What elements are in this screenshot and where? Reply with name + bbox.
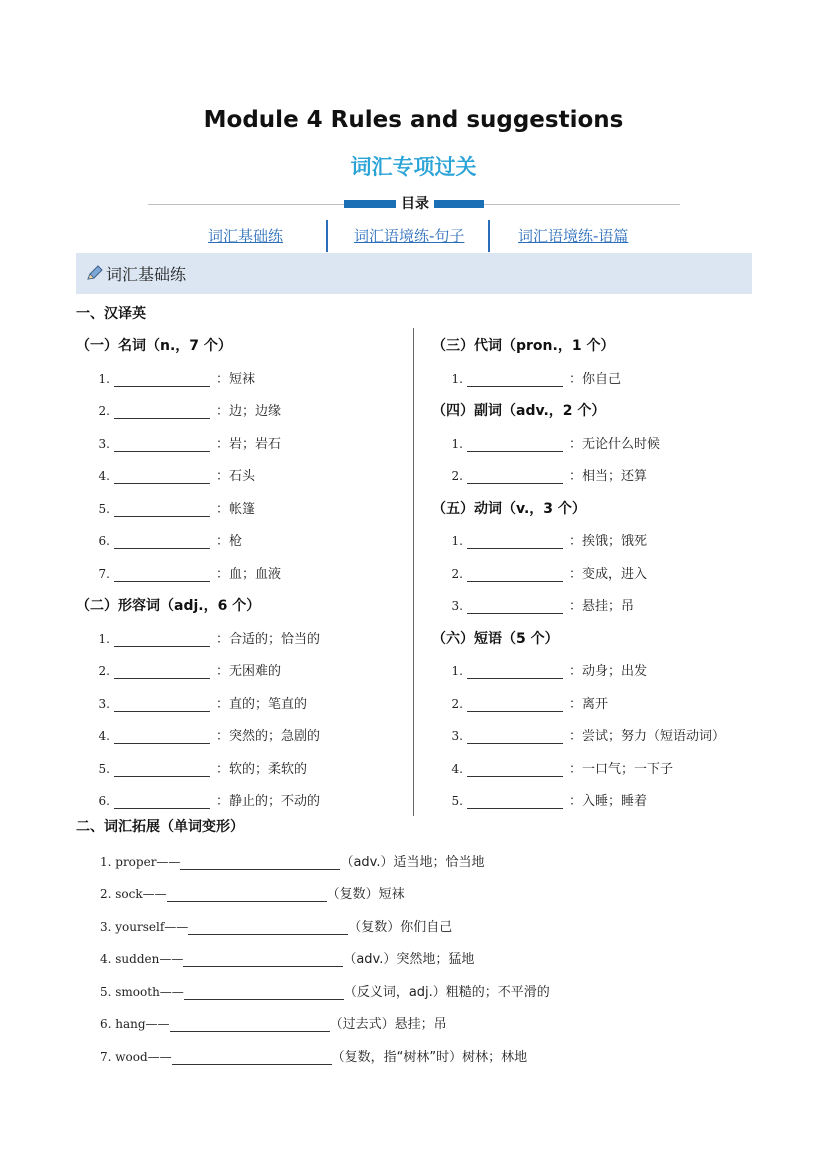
answer-blank[interactable]: [184, 986, 344, 1000]
list-item: [100, 948, 474, 967]
list-item: [96, 693, 307, 712]
item-number: 2.: [98, 664, 110, 678]
item-meaning: ：软的；柔软的: [216, 762, 308, 777]
item-meaning: ：变成，进入: [569, 567, 648, 582]
answer-blank[interactable]: [467, 373, 563, 387]
list-item: [96, 660, 281, 679]
answer-blank[interactable]: [114, 438, 210, 452]
item-number: 4.: [451, 762, 463, 776]
item-meaning: ：血；血液: [216, 567, 282, 582]
list-item: [100, 851, 484, 870]
group-heading-nouns: （一）名词（n.，7 个）: [76, 338, 232, 354]
item-meaning: ：直的；笔直的: [216, 697, 308, 712]
answer-blank[interactable]: [172, 1051, 332, 1065]
list-item: [96, 725, 320, 744]
answer-blank[interactable]: [114, 503, 210, 517]
item-prefix: 3. yourself——: [100, 920, 189, 934]
list-item: [449, 790, 647, 809]
column-divider: [413, 328, 414, 816]
answer-blank[interactable]: [467, 730, 563, 744]
item-prefix: 7. wood——: [100, 1050, 172, 1064]
answer-blank[interactable]: [467, 470, 563, 484]
answer-blank[interactable]: [114, 633, 210, 647]
item-number: 3.: [98, 697, 110, 711]
list-item: [100, 1013, 447, 1032]
part1-heading: 一、汉译英: [76, 306, 146, 322]
item-meaning: ：悬挂；吊: [569, 599, 635, 614]
answer-blank[interactable]: [467, 795, 563, 809]
item-number: 1.: [451, 664, 463, 678]
item-number: 5.: [98, 502, 110, 516]
page-title: Module 4 Rules and suggestions: [203, 107, 624, 133]
list-item: [449, 660, 647, 679]
list-item: [449, 725, 725, 744]
item-prefix: 4. sudden——: [100, 952, 184, 966]
answer-blank[interactable]: [114, 698, 210, 712]
answer-blank[interactable]: [114, 568, 210, 582]
answer-blank[interactable]: [114, 665, 210, 679]
item-prefix: 5. smooth——: [100, 985, 184, 999]
item-meaning: ：无论什么时候: [569, 437, 661, 452]
group-heading-adjectives: （二）形容词（adj.，6 个）: [76, 598, 261, 614]
item-meaning: ：帐篷: [216, 502, 256, 517]
list-item: [449, 758, 673, 777]
list-item: [96, 498, 255, 517]
item-meaning: ：尝试；努力（短语动词）: [569, 729, 726, 744]
item-number: 5.: [451, 794, 463, 808]
item-number: 7.: [98, 567, 110, 581]
item-number: 5.: [98, 762, 110, 776]
item-number: 1.: [451, 437, 463, 451]
answer-blank[interactable]: [114, 730, 210, 744]
item-meaning: ：岩；岩石: [216, 437, 282, 452]
answer-blank[interactable]: [180, 856, 340, 870]
answer-blank[interactable]: [114, 763, 210, 777]
item-number: 1.: [451, 534, 463, 548]
list-item: [449, 693, 608, 712]
list-item: [96, 530, 242, 549]
item-hint: （adv.）适当地；恰当地: [340, 855, 485, 870]
toc-separator: [488, 220, 490, 252]
answer-blank[interactable]: [467, 535, 563, 549]
item-number: 6.: [98, 794, 110, 808]
list-item: [96, 433, 281, 452]
group-heading-adverbs: （四）副词（adv.，2 个）: [432, 403, 606, 419]
answer-blank[interactable]: [167, 888, 327, 902]
answer-blank[interactable]: [467, 665, 563, 679]
item-hint: （复数，指“树林”时）树林；林地: [331, 1050, 528, 1065]
item-number: 6.: [98, 534, 110, 548]
page-subtitle: 词汇专项过关: [350, 155, 477, 179]
list-item: [100, 981, 550, 1000]
answer-blank[interactable]: [114, 535, 210, 549]
item-meaning: ：一口气；一下子: [569, 762, 674, 777]
answer-blank[interactable]: [183, 953, 343, 967]
item-prefix: 2. sock——: [100, 887, 167, 901]
item-meaning: ：石头: [216, 469, 256, 484]
answer-blank[interactable]: [114, 795, 210, 809]
list-item: [96, 465, 255, 484]
list-item: [449, 563, 647, 582]
item-number: 3.: [98, 437, 110, 451]
item-meaning: ：边；边缘: [216, 404, 282, 419]
group-heading-phrases: （六）短语（5 个）: [432, 631, 559, 647]
answer-blank[interactable]: [170, 1018, 330, 1032]
item-hint: （过去式）悬挂；吊: [329, 1017, 447, 1032]
toc-bar-right: [432, 200, 484, 208]
toc-bar-left: [344, 200, 398, 208]
part2-heading: 二、词汇拓展（单词变形）: [76, 819, 244, 835]
toc-link-basic[interactable]: 词汇基础练: [208, 227, 284, 245]
toc-link-passage[interactable]: 词汇语境练-语篇: [518, 227, 629, 245]
answer-blank[interactable]: [467, 438, 563, 452]
item-number: 1.: [451, 372, 463, 386]
item-prefix: 6. hang——: [100, 1017, 170, 1031]
item-meaning: ：合适的；恰当的: [216, 632, 321, 647]
item-number: 2.: [98, 404, 110, 418]
item-meaning: ：枪: [216, 534, 243, 549]
item-hint: （adv.）突然地；猛地: [343, 952, 475, 967]
item-hint: （复数）短袜: [326, 887, 405, 902]
item-number: 2.: [451, 697, 463, 711]
item-meaning: ：突然的；急剧的: [216, 729, 321, 744]
toc-label: 目录: [396, 193, 434, 213]
toc-separator: [326, 220, 328, 252]
toc-link-sentence[interactable]: 词汇语境练-句子: [354, 227, 465, 245]
item-meaning: ：离开: [569, 697, 609, 712]
list-item: [96, 758, 307, 777]
item-number: 4.: [98, 729, 110, 743]
list-item: [449, 530, 647, 549]
item-hint: （复数）你们自己: [348, 920, 453, 935]
list-item: [100, 916, 452, 935]
item-number: 3.: [451, 729, 463, 743]
list-item: [96, 628, 320, 647]
list-item: [96, 400, 281, 419]
group-heading-verbs: （五）动词（v.，3 个）: [432, 501, 586, 517]
item-number: 4.: [98, 469, 110, 483]
answer-blank[interactable]: [114, 470, 210, 484]
list-item: [449, 595, 634, 614]
item-meaning: ：入睡；睡着: [569, 794, 648, 809]
item-meaning: ：你自己: [569, 372, 622, 387]
list-item: [449, 368, 621, 387]
group-heading-pronouns: （三）代词（pron.，1 个）: [432, 338, 615, 354]
list-item: [100, 1046, 527, 1065]
item-number: 3.: [451, 599, 463, 613]
pencil-icon: [86, 265, 104, 285]
answer-blank[interactable]: [467, 763, 563, 777]
answer-blank[interactable]: [467, 698, 563, 712]
item-number: 1.: [98, 372, 110, 386]
answer-blank[interactable]: [188, 921, 348, 935]
answer-blank[interactable]: [467, 568, 563, 582]
answer-blank[interactable]: [467, 600, 563, 614]
list-item: [100, 883, 405, 902]
item-meaning: ：静止的；不动的: [216, 794, 321, 809]
item-meaning: ：动身；出发: [569, 664, 648, 679]
answer-blank[interactable]: [114, 405, 210, 419]
item-hint: （反义词，adj.）粗糙的；不平滑的: [343, 985, 550, 1000]
list-item: [449, 433, 660, 452]
list-item: [449, 465, 647, 484]
item-number: 2.: [451, 567, 463, 581]
item-meaning: ：无困难的: [216, 664, 282, 679]
item-meaning: ：挨饿；饿死: [569, 534, 648, 549]
list-item: [96, 790, 320, 809]
item-number: 2.: [451, 469, 463, 483]
answer-blank[interactable]: [114, 373, 210, 387]
list-item: [96, 563, 281, 582]
item-number: 1.: [98, 632, 110, 646]
item-meaning: ：相当；还算: [569, 469, 648, 484]
item-prefix: 1. proper——: [100, 855, 181, 869]
section-banner-label: 词汇基础练: [106, 265, 187, 284]
item-meaning: ：短袜: [216, 372, 256, 387]
list-item: [96, 368, 255, 387]
